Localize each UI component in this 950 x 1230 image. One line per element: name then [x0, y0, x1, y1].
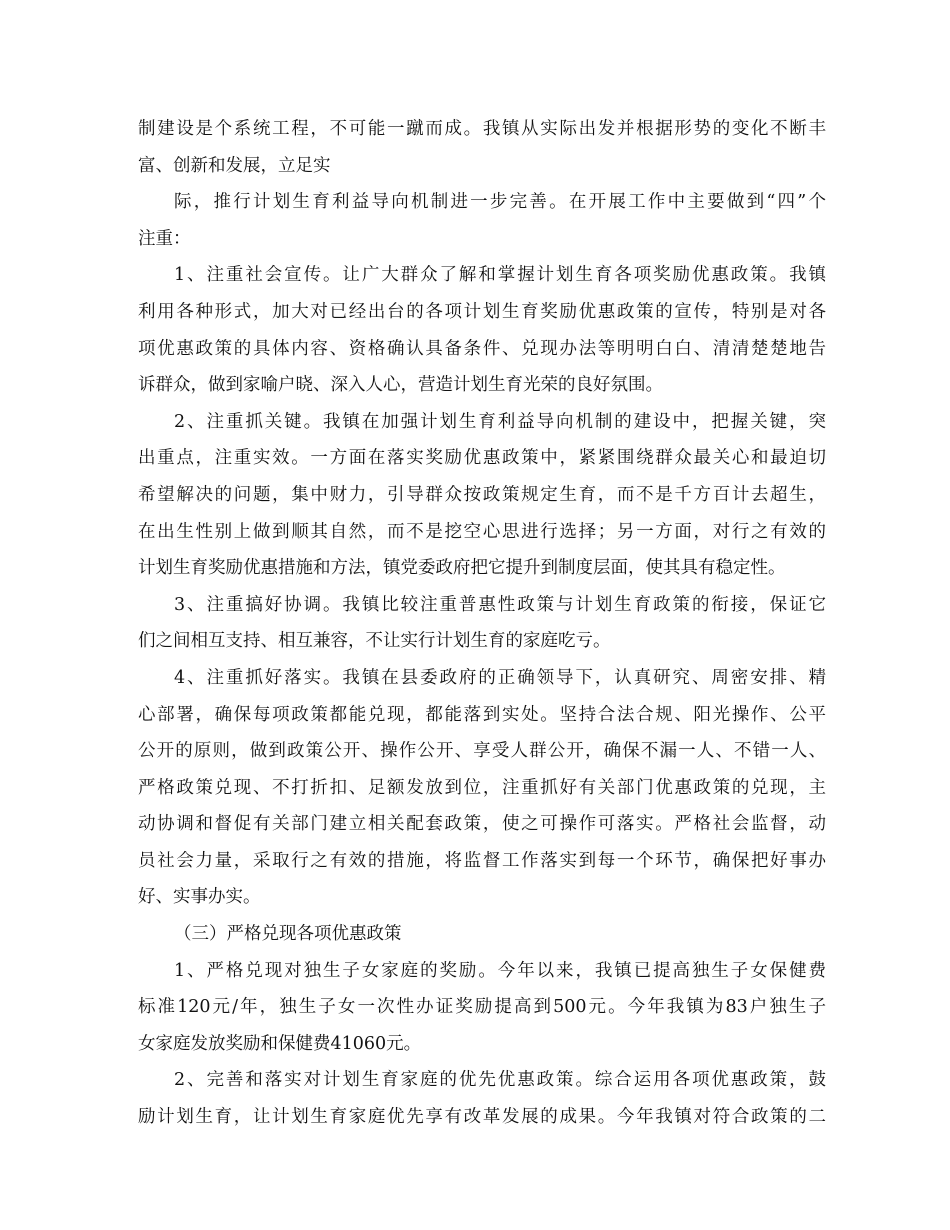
- text-line-13: 计划生育奖励优惠措施和方法，镇党委政府把它提升到制度层面，使其具有稳定性。: [138, 558, 786, 579]
- text-line-21: 员社会力量，采取行之有效的措施，将监督工作落实到每一个环节，确保把好事办: [138, 850, 826, 871]
- text-line-8: 诉群众，做到家喻户晓、深入人心，营造计划生育光荣的良好氛围。: [138, 375, 663, 396]
- text-line-14: 3、注重搞好协调。我镇比较注重普惠性政策与计划生育政策的衔接，保证它: [174, 594, 826, 615]
- text-line-24: 1、严格兑现对独生子女家庭的奖励。今年以来，我镇已提高独生子女保健费: [174, 960, 826, 981]
- text-line-9: 2、注重抓关键。我镇在加强计划生育利益导向机制的建设中，把握关键，突: [174, 411, 826, 432]
- text-line-4: 注重：: [138, 228, 191, 249]
- document-body: [138, 111, 826, 1136]
- text-line-12: 在出生性别上做到顺其自然，而不是挖空心思进行选择；另一方面，对行之有效的: [138, 521, 826, 542]
- section-heading: （三）严格兑现各项优惠政策: [174, 924, 402, 945]
- text-line-2: 富、创新和发展，立足实: [138, 155, 331, 176]
- text-line-11: 希望解决的问题，集中财力，引导群众按政策规定生育，而不是千方百计去超生，: [138, 484, 826, 505]
- text-line-7: 项优惠政策的具体内容、资格确认具备条件、兑现办法等明明白白、清清楚楚地告: [138, 338, 826, 359]
- text-line-3: 际，推行计划生育利益导向机制进一步完善。在开展工作中主要做到“四”个: [174, 192, 826, 213]
- text-line-27: 2、完善和落实对计划生育家庭的优先优惠政策。综合运用各项优惠政策，鼓: [174, 1070, 826, 1091]
- text-line-16: 4、注重抓好落实。我镇在县委政府的正确领导下，认真研究、周密安排、精: [174, 667, 826, 688]
- text-line-25: 标准120元/年，独生子女一次性办证奖励提高到500元。今年我镇为83户独生子: [138, 997, 826, 1018]
- text-line-15: 们之间相互支持、相互兼容，不让实行计划生育的家庭吃亏。: [138, 631, 611, 652]
- text-line-20: 动协调和督促有关部门建立相关配套政策，使之可操作可落实。严格社会监督，动: [138, 814, 826, 835]
- text-line-10: 出重点，注重实效。一方面在落实奖励优惠政策中，紧紧围绕群众最关心和最迫切: [138, 448, 826, 469]
- text-line-19: 严格政策兑现、不打折扣、足额发放到位，注重抓好有关部门优惠政策的兑现，主: [138, 777, 826, 798]
- text-line-17: 心部署，确保每项政策都能兑现，都能落到实处。坚持合法合规、阳光操作、公平: [138, 704, 826, 725]
- text-line-28: 励计划生育，让计划生育家庭优先享有改革发展的成果。今年我镇对符合政策的二: [138, 1107, 826, 1128]
- text-line-5: 1、注重社会宣传。让广大群众了解和掌握计划生育各项奖励优惠政策。我镇: [174, 265, 826, 286]
- text-line-22: 好、实事办实。: [138, 887, 261, 908]
- text-line-18: 公开的原则，做到政策公开、操作公开、享受人群公开，确保不漏一人、不错一人、: [138, 741, 826, 762]
- text-line-1: 制建设是个系统工程，不可能一蹴而成。我镇从实际出发并根据形势的变化不断丰: [138, 119, 826, 139]
- text-line-26: 女家庭发放奖励和保健费41060元。: [138, 1033, 422, 1054]
- text-line-6: 利用各种形式，加大对已经出台的各项计划生育奖励优惠政策的宣传，特别是对各: [138, 301, 826, 322]
